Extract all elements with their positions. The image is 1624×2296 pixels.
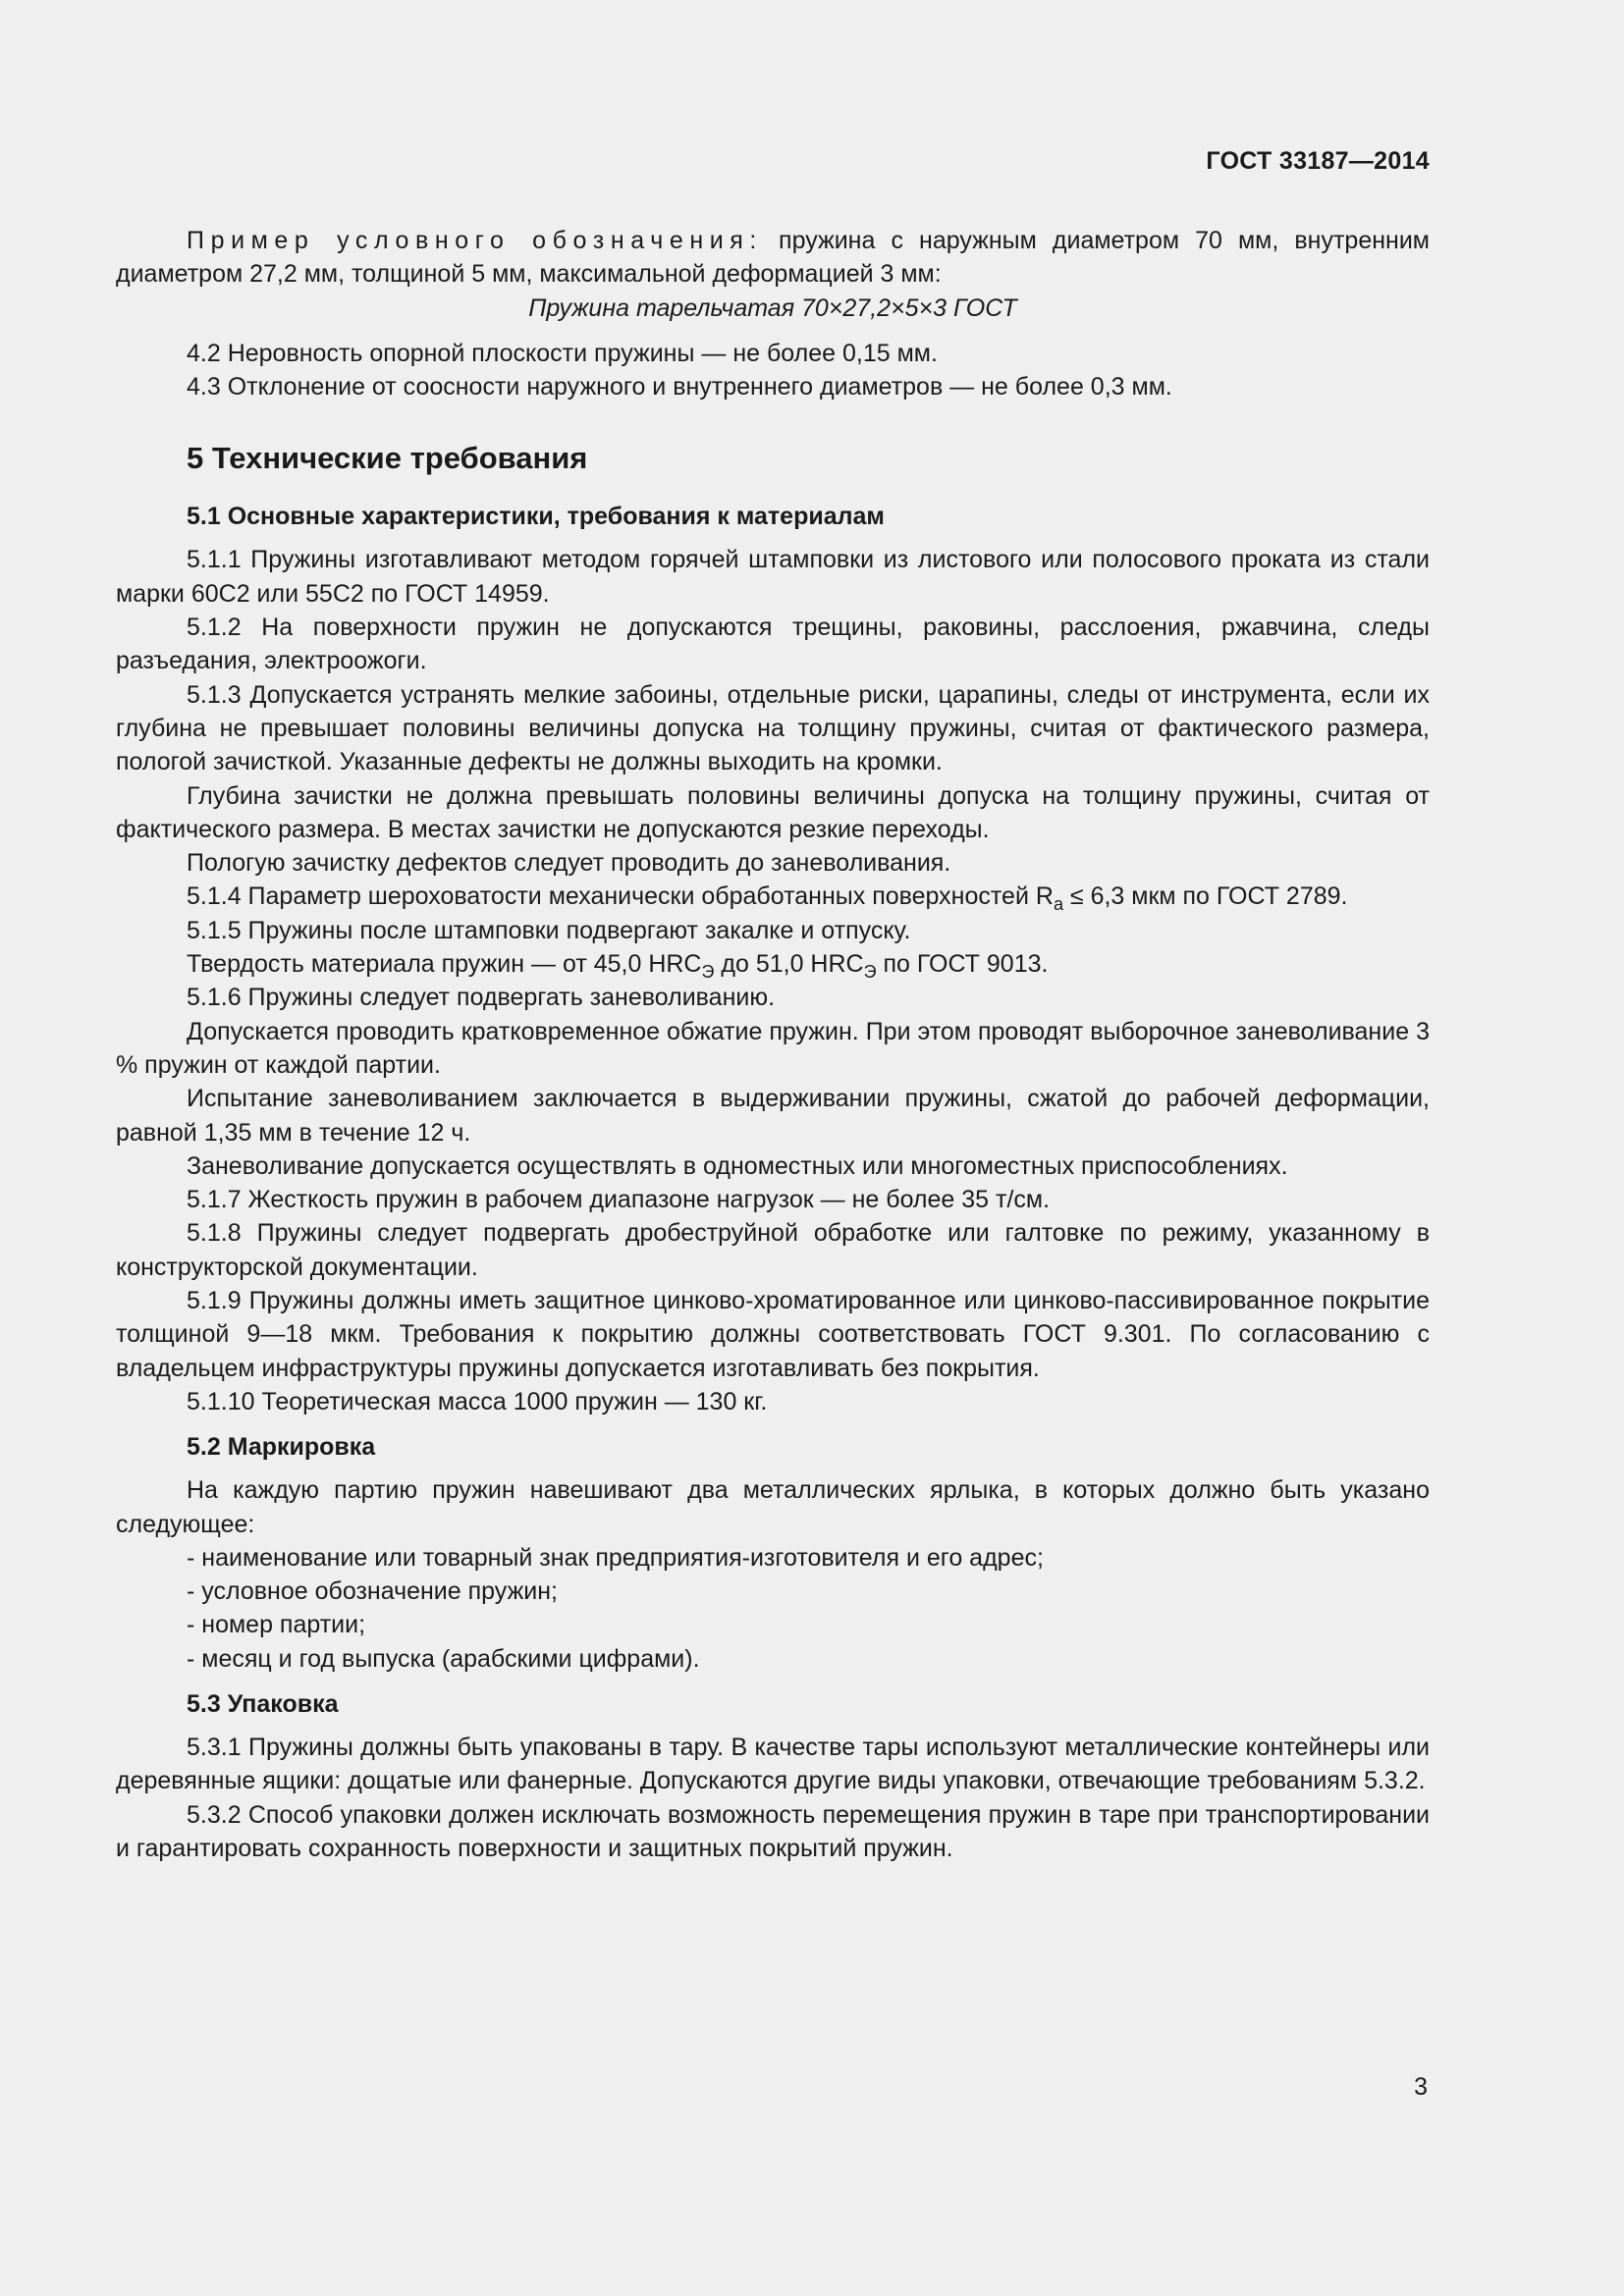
paragraph-5-1-6-test: Испытание заневоливанием заключается в выдерживании пружины, сжатой до рабочей деформации, равной 1,35 мм в течение 12 ч. xyxy=(116,1085,1430,1147)
paragraph-5-1-9: 5.1.9 Пружины должны иметь защитное цинково-хроматированное или цинково-пассивированное покрытие толщиной 9—18 мкм. Требования к покрытию должны соответствовать ГОСТ 9.301. По согласованию с владельцем инфраструктуры пружины допускается изготавливать без покрытия. xyxy=(116,1287,1430,1382)
list-item: - условное обозначение пружин; xyxy=(187,1577,559,1606)
paragraph-5-1-6-compression: Допускается проводить кратковременное обжатие пружин. При этом проводят выборочное заневоливание 3 % пружин от каждой партии. xyxy=(116,1017,1430,1079)
example-text: пружина с наружным диаметром 70 мм, внутренним диаметром 27,2 мм, толщиной 5 мм, максимальной деформацией 3 мм: xyxy=(116,227,1430,289)
paragraph-5-1-5-hardness xyxy=(116,947,1430,981)
paragraph-5-1-8: 5.1.8 Пружины следует подвергать дробеструйной обработке или галтовке по режиму, указанному в конструкторской документации. xyxy=(116,1219,1430,1281)
example-paragraph xyxy=(116,224,1430,292)
paragraph-5-1-3: 5.1.3 Допускается устранять мелкие забоины, отдельные риски, царапины, следы от инструмента, если их глубина не превышает половины величины допуска на толщину пружины, считая от фактического размера, пологой зачисткой. Указанные дефекты не должны выходить на кромки. xyxy=(116,680,1430,776)
paragraph-5-3-1: 5.3.1 Пружины должны быть упакованы в тару. В качестве тары используют металлические контейнеры или деревянные ящики: дощатые или фанерные. Допускаются другие виды упаковки, отвечающие требованиям 5.3.2. xyxy=(116,1733,1430,1795)
paragraph-5-1-6: 5.1.6 Пружины следует подвергать заневоливанию. xyxy=(187,984,776,1012)
document-code: ГОСТ 33187—2014 xyxy=(1206,147,1430,175)
paragraph-5-1-2: 5.1.2 На поверхности пружин не допускаются трещины, раковины, расслоения, ржавчина, следы разъедания, электроожоги. xyxy=(116,614,1430,675)
list-item: - номер партии; xyxy=(187,1611,366,1639)
clause-4-2: 4.2 Неровность опорной плоскости пружины — не более 0,15 мм. xyxy=(187,339,938,367)
paragraph-5-1-3-cleanup: Пологую зачистку дефектов следует проводить до заневоливания. xyxy=(187,849,951,878)
hardness-text-1: Твердость материала пружин — от 45,0 HRC xyxy=(187,950,702,979)
list-item: - наименование или товарный знак предприятия-изготовителя и его адрес; xyxy=(187,1543,1044,1572)
hardness-text-3: по ГОСТ 9013. xyxy=(876,950,1049,979)
hardness-subscript-2: Э xyxy=(863,962,877,983)
hardness-subscript-1: Э xyxy=(701,962,715,983)
hardness-text-2: до 51,0 HRC xyxy=(714,950,864,979)
list-item: - месяц и год выпуска (арабскими цифрами). xyxy=(187,1644,700,1673)
paragraph-5-3-2: 5.3.2 Способ упаковки должен исключать возможность перемещения пружин в таре при транспортировании и гарантировать сохранность поверхности и защитных покрытий пружин. xyxy=(116,1800,1430,1862)
marking-list xyxy=(116,1541,1430,1676)
paragraph-5-1-3-depth: Глубина зачистки не должна превышать половины величины допуска на толщину пружины, считая от фактического размера. В местах зачистки не допускаются резкие переходы. xyxy=(116,781,1430,843)
section-5-2-heading: 5.2 Маркировка xyxy=(187,1433,376,1462)
section-5-heading: 5 Технические требования xyxy=(187,441,588,476)
example-label: Пример условного обозначения: xyxy=(187,227,763,254)
page-number: 3 xyxy=(1414,2073,1428,2101)
roughness-text: 5.1.4 Параметр шероховатости механически обработанных поверхностей R xyxy=(187,882,1054,911)
section-5-1-heading: 5.1 Основные характеристики, требования к материалам xyxy=(187,503,885,531)
example-designation: Пружина тарельчатая 70×27,2×5×3 ГОСТ xyxy=(528,294,1017,322)
paragraph-5-2: На каждую партию пружин навешивают два металлических ярлыка, в которых должно быть указано следующее: xyxy=(116,1476,1430,1538)
paragraph-5-1-5: 5.1.5 Пружины после штамповки подвергают закалке и отпуску. xyxy=(187,916,911,944)
roughness-value: ≤ 6,3 мкм по ГОСТ 2789. xyxy=(1062,882,1348,911)
clause-4-3: 4.3 Отклонение от соосности наружного и внутреннего диаметров — не более 0,3 мм. xyxy=(187,373,1172,401)
paragraph-5-1-4 xyxy=(116,880,1430,913)
paragraph-5-1-1: 5.1.1 Пружины изготавливают методом горячей штамповки из листового или полосового проката из стали марки 60С2 или 55С2 по ГОСТ 14959. xyxy=(116,546,1430,608)
paragraph-5-1-10: 5.1.10 Теоретическая масса 1000 пружин — 130 кг. xyxy=(187,1387,768,1415)
paragraph-5-1-6-fixtures: Заневоливание допускается осуществлять в одноместных или многоместных приспособлениях. xyxy=(187,1151,1288,1180)
page-content xyxy=(116,224,1430,1865)
roughness-subscript: a xyxy=(1053,894,1063,915)
section-5-3-heading: 5.3 Упаковка xyxy=(187,1689,339,1718)
paragraph-5-1-7: 5.1.7 Жесткость пружин в рабочем диапазоне нагрузок — не более 35 т/см. xyxy=(187,1186,1051,1214)
